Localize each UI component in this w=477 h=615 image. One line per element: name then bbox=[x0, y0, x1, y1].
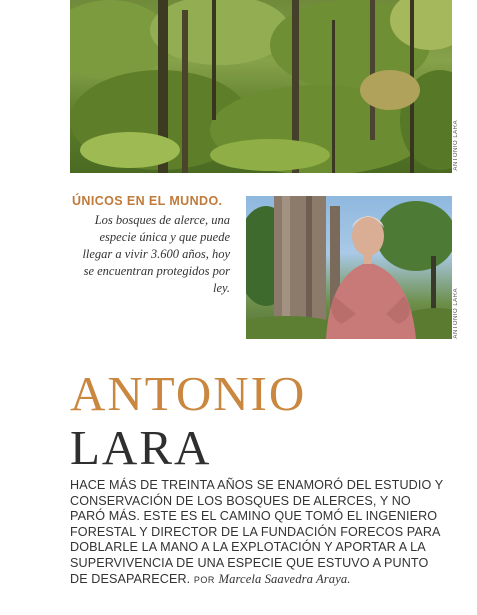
top-photo-credit: ANTONIO LARA bbox=[453, 120, 459, 171]
headline-first-name: ANTONIO bbox=[70, 366, 307, 421]
forest-illustration bbox=[70, 0, 452, 173]
intro-paragraph bbox=[70, 478, 445, 588]
caption-title: ÚNICOS EN EL MUNDO. bbox=[72, 194, 223, 208]
intro-text: HACE MÁS DE TREINTA AÑOS SE ENAMORÓ DEL ESTUDIO Y CONSERVACIÓN DE LOS BOSQUES DE ALERCES, Y NO PARÓ MÁS. ESTE ES EL CAMINO QUE TOMÓ EL INGENIERO FORESTAL Y DIRECTOR DE LA FUNDACIÓN FORECOS PARA DOBLARLE LA MANO A LA EXPLOTACIÓN Y APORTAR A LA SUPERVIVENCIA DE UNA ESPECIE QUE ESTUVO A PUNTO DE DESAPARECER. bbox=[70, 478, 444, 586]
byline-author: Marcela Saavedra Araya. bbox=[218, 571, 351, 586]
portrait-credit: ANTONIO LARA bbox=[453, 288, 459, 339]
headline-last-name: LARA bbox=[70, 420, 212, 475]
portrait-illustration bbox=[246, 196, 452, 339]
forest-photo bbox=[70, 0, 452, 173]
portrait-photo bbox=[246, 196, 452, 339]
caption-body: Los bosques de alerce, una especie única y que puede llegar a vivir 3.600 años, hoy se encuentran protegidos por ley. bbox=[82, 213, 230, 295]
byline-label: POR bbox=[193, 574, 215, 585]
